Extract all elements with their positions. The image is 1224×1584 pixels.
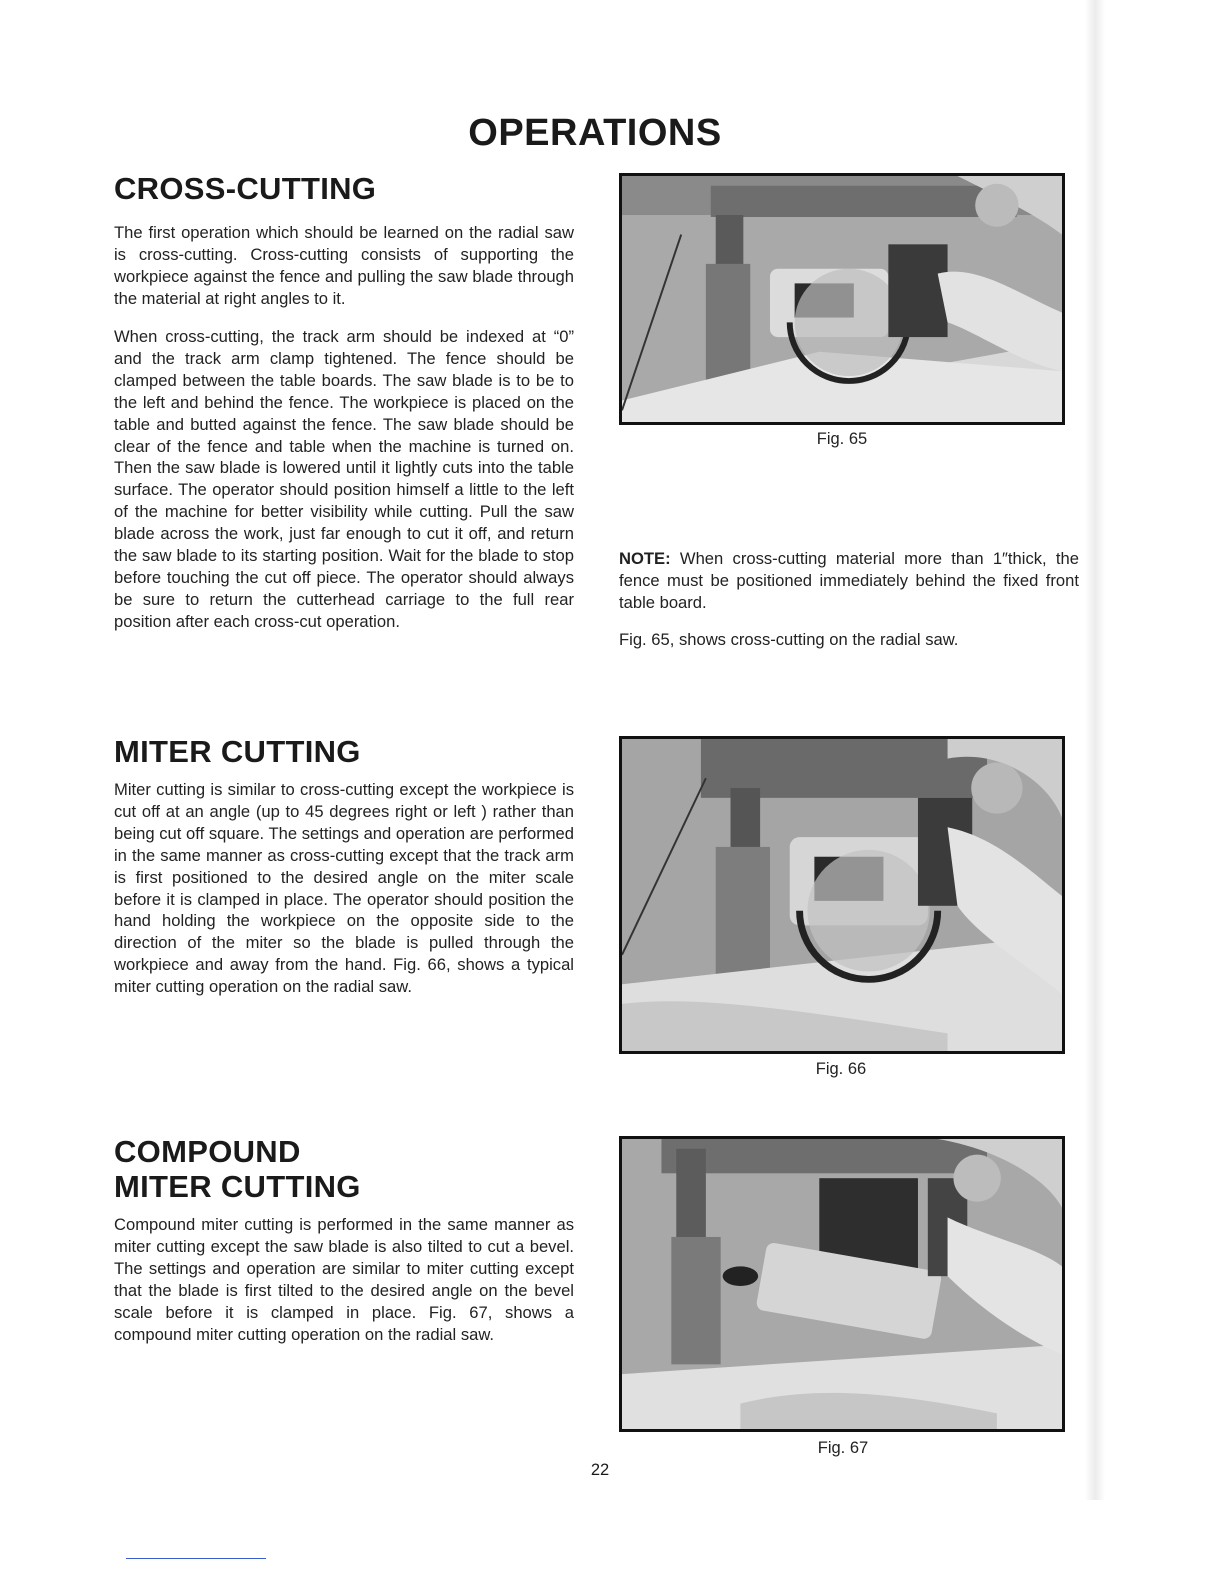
compound-miter-heading-line-2: MITER CUTTING [114,1169,361,1204]
cross-cutting-para-1: The first operation which should be learned on the radial saw is cross-cutting. Cross-cutting consists of supporting the workpiece against the fence and pulling the saw blade through the material at right angles to it. [114,223,574,308]
note-label: NOTE: [619,549,671,568]
figure-65-reference: Fig. 65, shows cross-cutting on the radial saw. [619,630,959,649]
cross-cutting-note [619,548,1079,614]
note-text: When cross-cutting material more than 1″thick, the fence must be positioned immediately behind the fixed front table board. [619,549,1079,612]
page-title: OPERATIONS [468,112,722,154]
figure-67-caption: Fig. 67 [817,1439,869,1457]
miter-cutting-heading: MITER CUTTING [114,734,361,769]
figure-65-photo [619,173,1065,425]
figure-65-caption: Fig. 65 [816,430,868,448]
page-number: 22 [590,1461,610,1479]
compound-miter-para: Compound miter cutting is performed in the same manner as miter cutting except the saw blade is also tilted to cut a bevel. The settings and operation are similar to miter cutting except that the blade is first tilted to the desired angle on the bevel scale before it is clamped in place. Fig. 67, shows a compound miter cutting operation on the radial saw. [114,1215,574,1344]
radial-saw-miter-illustration [622,739,1062,1051]
compound-miter-heading-line-1: COMPOUND [114,1134,301,1169]
figure-67-photo [619,1136,1065,1432]
miter-cutting-para: Miter cutting is similar to cross-cutting except the workpiece is cut off at an angle (up to 45 degrees right or left ) rather than being cut off square. The settings and operation are performed in the same manner as cross-cutting except that the track arm is first positioned to the desired angle on the miter scale before it is clamped in place. The operator should position the hand holding the workpiece on the opposite side to the direction of the miter so the blade is pulled through the workpiece and away from the hand. Fig. 66, shows a typical miter cutting operation on the radial saw. [114,780,574,997]
scan-artifact-line [126,1558,266,1559]
scan-edge-shadow [1085,0,1105,1500]
cross-cutting-heading: CROSS-CUTTING [114,171,377,206]
figure-66-photo [619,736,1065,1054]
radial-saw-crosscut-illustration [622,176,1062,422]
figure-66-caption: Fig. 66 [815,1060,867,1078]
radial-saw-compound-miter-illustration [622,1139,1062,1429]
cross-cutting-para-2: When cross-cutting, the track arm should be indexed at “0” and the track arm clamp tightened. The fence should be clamped between the table boards. The saw blade is to be to the left and behind the fence. The workpiece is placed on the table and butted against the fence. The saw blade should be clear of the fence and table when the machine is turned on. Then the saw blade is lowered until it lightly cuts into the table surface. The operator should position himself a little to the left of the machine for better visibility while cutting. Pull the saw blade across the work, just far enough to cut it off, and return the saw blade to its starting position. Wait for the blade to stop before touching the cut off piece. The operator should always be sure to return the cutterhead carriage to the full rear position after each cross-cut operation. [114,327,574,631]
